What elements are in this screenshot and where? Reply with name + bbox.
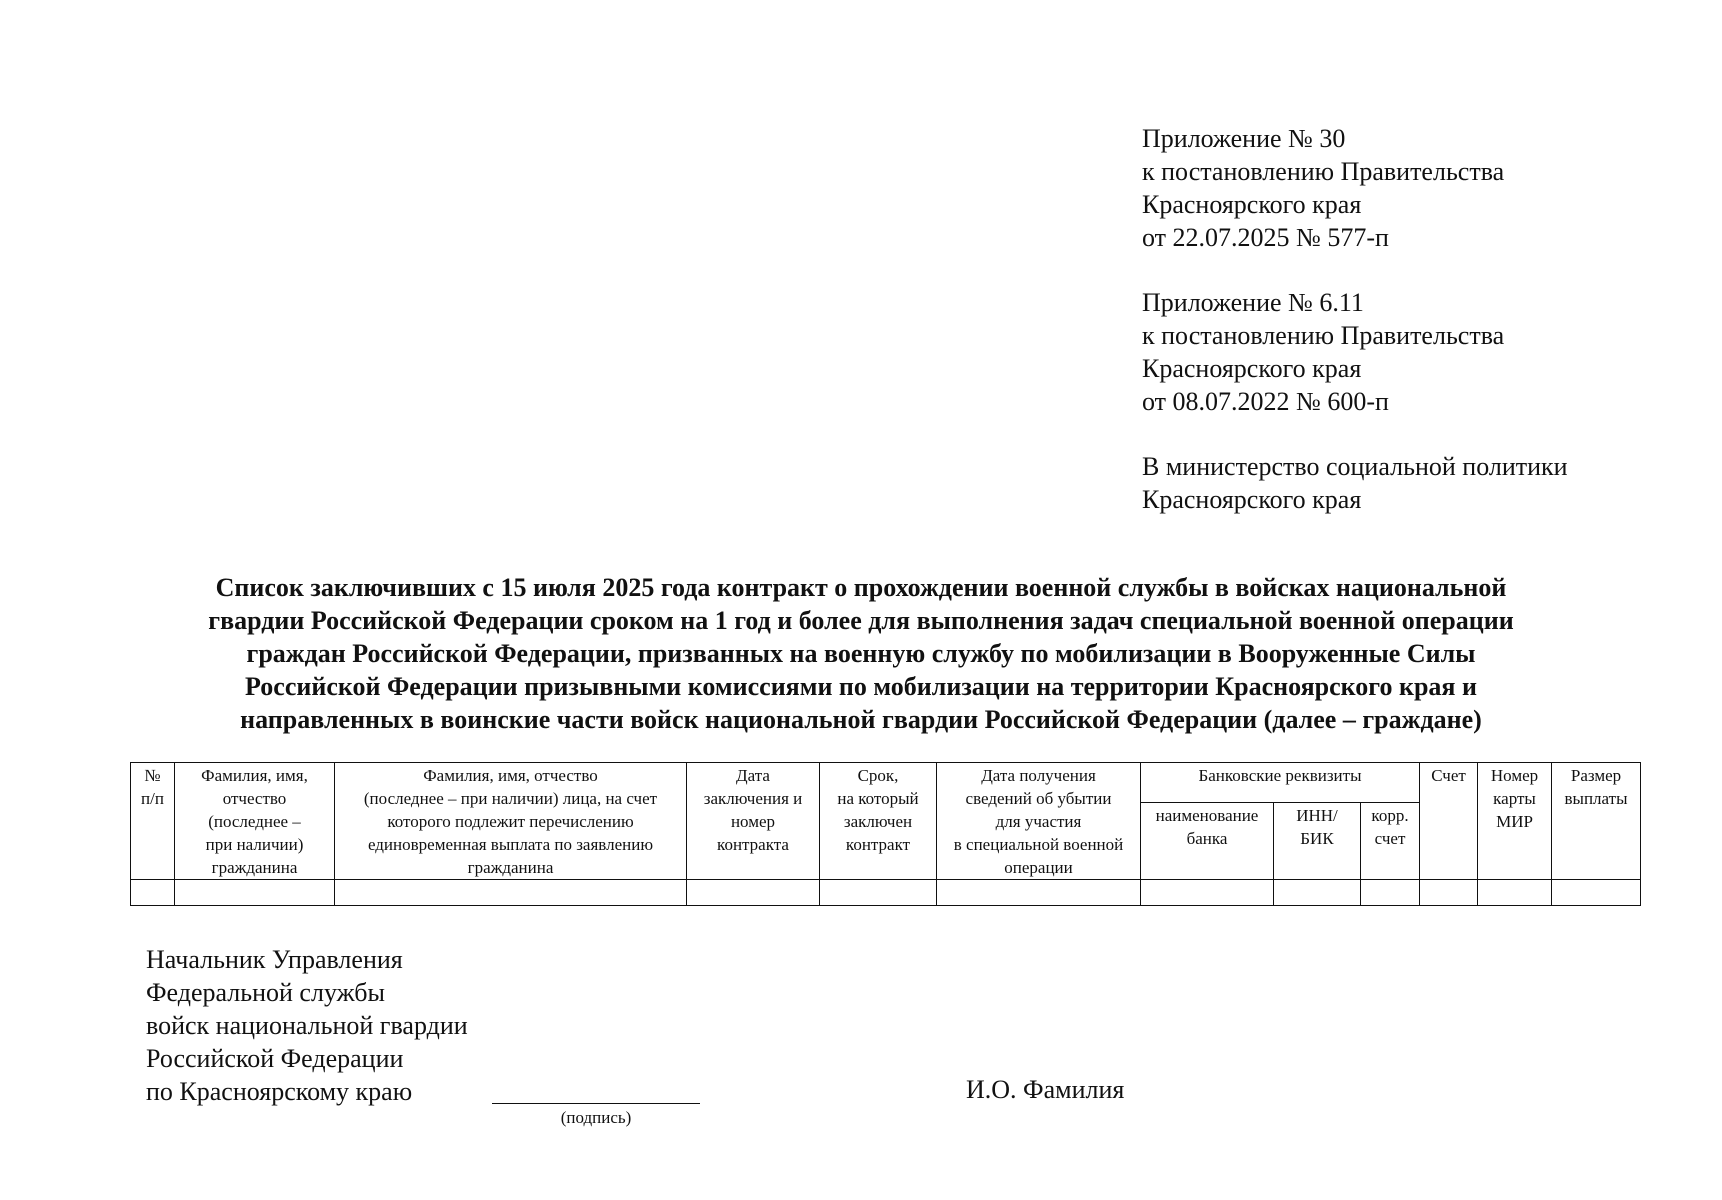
approval-block-annex-30 xyxy=(1142,122,1702,254)
approval-block-annex-6-11 xyxy=(1142,286,1702,418)
col-header-citizen-name: Фамилия, имя, отчество (последнее – при наличии) гражданина xyxy=(175,763,335,880)
col-header-number: № п/п xyxy=(131,763,175,880)
signature-caption: (подпись) xyxy=(560,1108,632,1127)
approval-line: Красноярского края xyxy=(1142,354,1362,383)
addressee-block xyxy=(1142,450,1702,516)
table-cell[interactable] xyxy=(1361,880,1420,906)
title-line: Список заключивших с 15 июля 2025 года контракт о прохождении военной службы в войсках национальной xyxy=(215,573,1507,602)
approval-line: Приложение № 30 xyxy=(1142,124,1346,153)
col-header-bank-details: Банковские реквизиты xyxy=(1141,763,1420,803)
table-cell[interactable] xyxy=(131,880,175,906)
col-header-contract-term: Срок, на который заключен контракт xyxy=(820,763,937,880)
table-cell[interactable] xyxy=(820,880,937,906)
signatory-line: войск национальной гвардии xyxy=(146,1011,468,1040)
approval-line: от 08.07.2022 № 600-п xyxy=(1142,387,1389,416)
col-header-corr-account: корр. счет xyxy=(1361,803,1420,880)
col-header-inn-bik: ИНН/ БИК xyxy=(1274,803,1361,880)
header-row xyxy=(131,763,1641,803)
approval-line: к постановлению Правительства xyxy=(1142,157,1505,186)
signatory-line: Российской Федерации xyxy=(146,1044,404,1073)
approval-line: Красноярского края xyxy=(1142,190,1362,219)
table-cell[interactable] xyxy=(1420,880,1478,906)
document-title xyxy=(100,571,1622,736)
title-line: граждан Российской Федерации, призванных на военную службу по мобилизации в Вооруженные Силы xyxy=(246,639,1476,668)
signatory-block xyxy=(146,943,468,1108)
table-row xyxy=(131,880,1641,906)
signature-line[interactable] xyxy=(492,1103,700,1104)
col-header-mir-card: Номер карты МИР xyxy=(1478,763,1552,880)
title-line: направленных в воинские части войск национальной гвардии Российской Федерации (далее – граждане) xyxy=(240,705,1482,734)
table-cell[interactable] xyxy=(1274,880,1361,906)
col-header-contract-date: Дата заключения и номер контракта xyxy=(687,763,820,880)
table-cell[interactable] xyxy=(937,880,1141,906)
table-cell[interactable] xyxy=(175,880,335,906)
col-header-recipient-name: Фамилия, имя, отчество (последнее – при наличии) лица, на счет которого подлежит перечислению единовременная выплата по заявлению гражданина xyxy=(335,763,687,880)
signatory-line: Начальник Управления xyxy=(146,945,403,974)
table-cell[interactable] xyxy=(687,880,820,906)
approval-line: от 22.07.2025 № 577-п xyxy=(1142,223,1389,252)
approval-line: к постановлению Правительства xyxy=(1142,321,1505,350)
signatory-line: по Красноярскому краю xyxy=(146,1077,413,1106)
col-header-departure-date: Дата получения сведений об убытии для участия в специальной военной операции xyxy=(937,763,1141,880)
table-cell[interactable] xyxy=(335,880,687,906)
col-header-account: Счет xyxy=(1420,763,1478,880)
addressee-line: В министерство социальной политики xyxy=(1142,452,1568,481)
signatory-line: Федеральной службы xyxy=(146,978,385,1007)
table-cell[interactable] xyxy=(1141,880,1274,906)
col-header-payment-amount: Размер выплаты xyxy=(1552,763,1641,880)
table-cell[interactable] xyxy=(1478,880,1552,906)
col-header-bank-name: наименование банка xyxy=(1141,803,1274,880)
signer-name: И.О. Фамилия xyxy=(966,1075,1125,1104)
title-line: Российской Федерации призывными комиссиями по мобилизации на территории Красноярского края и xyxy=(245,672,1477,701)
table-cell[interactable] xyxy=(1552,880,1641,906)
approval-line: Приложение № 6.11 xyxy=(1142,288,1364,317)
title-line: гвардии Российской Федерации сроком на 1 год и более для выполнения задач специальной военной операции xyxy=(208,606,1514,635)
citizens-table xyxy=(130,762,1641,906)
addressee-line: Красноярского края xyxy=(1142,485,1362,514)
